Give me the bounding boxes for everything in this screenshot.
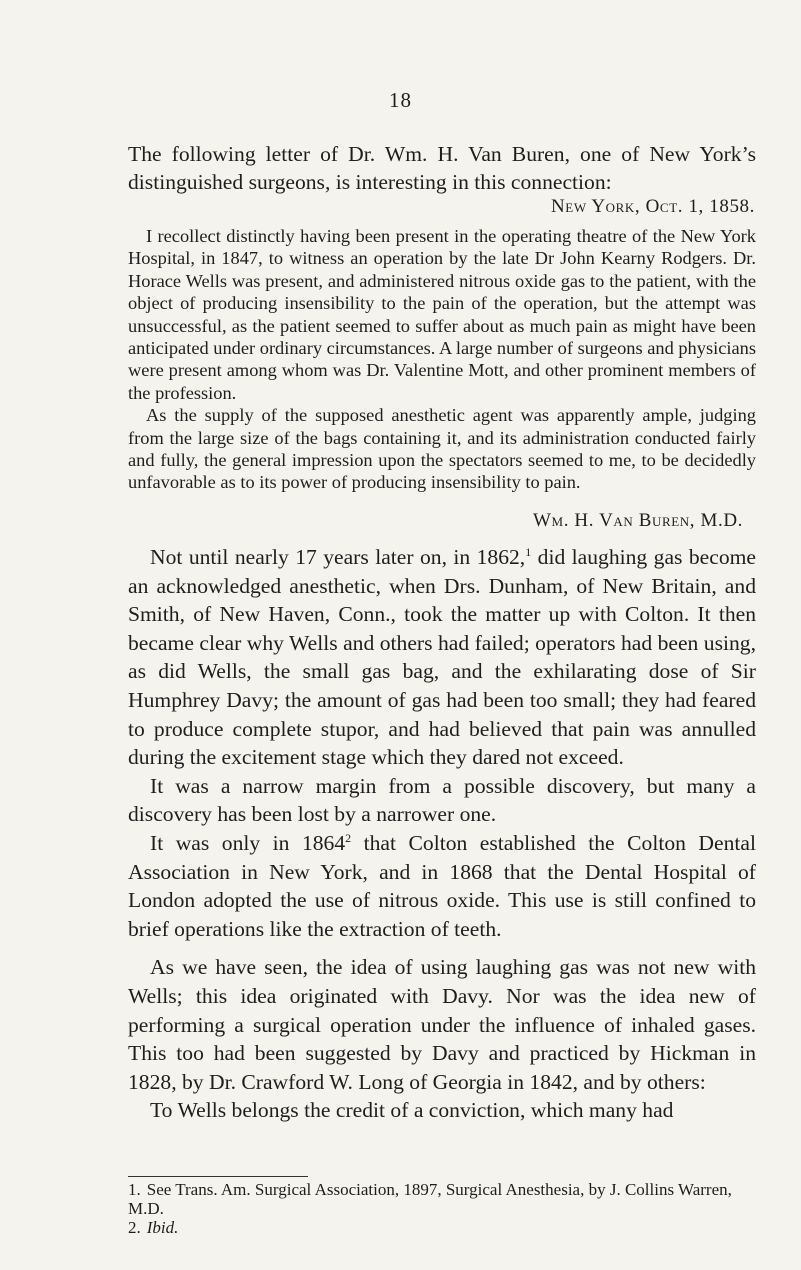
body-paragraph: It was a narrow margin from a possible discovery, but many a discovery has been lost by a narrower one. xyxy=(128,773,756,827)
footnote-ref-2: 2 xyxy=(345,830,352,845)
footnote-divider xyxy=(128,1176,308,1177)
letter-paragraph: As the supply of the supposed anesthetic agent was apparently ample, judging from the large size of the bags containing it, and its administration conducted fairly and fully, the general impression upon the spectators seemed to me, to be decidedly unfavorable as to its power of producing insensibility to pain. xyxy=(128,405,756,493)
footnote-text: See Trans. Am. Surgical Association, 1897, Surgical Anesthesia, by J. Collins Warren, M.D. xyxy=(128,1180,732,1218)
quoted-letter xyxy=(128,225,756,494)
footnote xyxy=(128,1218,756,1237)
body-text-run: Not until nearly 17 years later on, in 1862, xyxy=(150,545,526,569)
footnote-text: Ibid. xyxy=(146,1218,179,1237)
body-text xyxy=(128,543,756,1125)
footnote-ref-1: 1 xyxy=(525,544,532,559)
body-paragraph xyxy=(128,543,756,772)
footnotes xyxy=(128,1180,756,1237)
letter-signature: Wm. H. Van Buren, M.D. xyxy=(533,510,743,531)
letter-paragraph: I recollect distinctly having been present in the operating theatre of the New York Hospital, in 1847, to witness an operation by the late Dr John Kearny Rodgers. Dr. Horace Wells was present, and administered nitrous oxide gas to the patient, with the object of producing insensibility to the pain of the operation, but the attempt was unsuccessful, as the patient seemed to suffer about as much pain as might have been anticipated under ordinary circumstances. A large number of surgeons and physicians were present among whom was Dr. Valentine Mott, and other prominent members of the profession. xyxy=(128,226,757,403)
footnote-number: 2. xyxy=(128,1218,141,1237)
body-paragraph: To Wells belongs the credit of a conviction, which many had xyxy=(150,1098,674,1123)
footnote xyxy=(128,1180,756,1218)
body-text-run: did laughing gas become an acknowledged anesthetic, when Drs. Dunham, of New Britain, and Smith, of New Haven, Conn., took the matter up with Colton. It then became clear why Wells and others had failed; operators had been using, as did Wells, the small gas bag, and the exhilarating dose of Sir Humphrey Davy; the amount of gas had been too small; they had feared to produce complete stupor, and had believed that pain was annulled during the excitement stage which they dared not exceed. xyxy=(128,545,756,770)
footnote-number: 1. xyxy=(128,1180,141,1199)
page-number: 18 xyxy=(389,88,412,112)
body-text-run: that Colton established the Colton Dental Association in New York, and in 1868 that the Dental Hospital of London adopted the use of nitrous oxide. This use is still confined to brief operations like the extraction of teeth. xyxy=(128,830,756,941)
body-paragraph: As we have seen, the idea of using laughing gas was not new with Wells; this idea originated with Davy. Nor was the idea new of performing a surgical operation under the influence of inhaled gases. This too had been suggested by Davy and practiced by Hickman in 1828, by Dr. Crawford W. Long of Georgia in 1842, and by others: xyxy=(128,955,756,1094)
body-text-run: It was only in 1864 xyxy=(150,830,346,855)
body-paragraph xyxy=(128,829,756,943)
letter-dateline: New York, Oct. 1, 1858. xyxy=(550,196,755,217)
intro-paragraph: The following letter of Dr. Wm. H. Van Buren, one of New York’s distinguished surgeons, is interesting in this connection: xyxy=(128,142,756,194)
